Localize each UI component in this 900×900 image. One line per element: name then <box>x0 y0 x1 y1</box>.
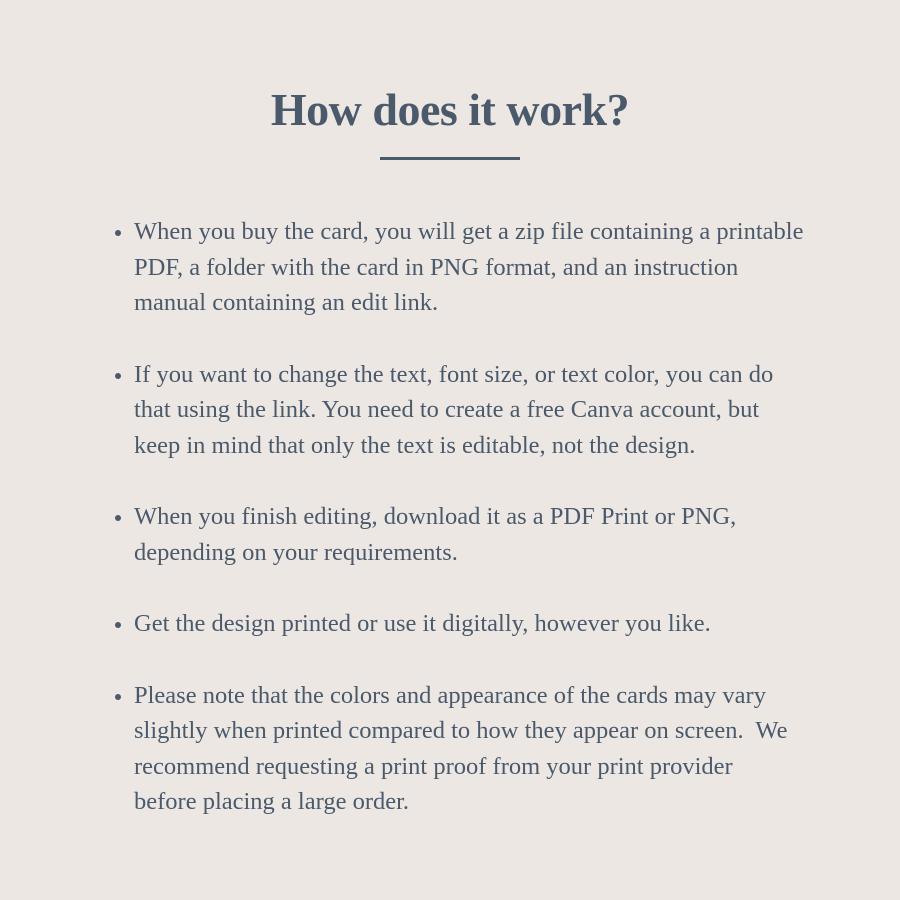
step-item <box>112 214 812 321</box>
step-text-line: manual containing an edit link. <box>134 289 439 316</box>
title-divider <box>380 157 520 160</box>
step-text-line: When you finish editing, download it as a PDF Print or PNG, <box>134 503 737 530</box>
bullet-icon <box>115 694 121 700</box>
step-text-line: recommend requesting a print proof from your print provider <box>134 752 733 780</box>
step-text-line: If you want to change the text, font size, or text color, you can do <box>134 360 774 388</box>
step-text-line: slightly when printed compared to how they appear on screen. We <box>134 717 788 744</box>
step-text-line: When you buy the card, you will get a zip file containing a printable <box>134 218 804 245</box>
step-item <box>112 357 812 464</box>
bullet-icon <box>115 622 121 628</box>
step-text-line: before placing a large order. <box>134 788 410 815</box>
step-item <box>112 606 812 642</box>
step-text-line: Get the design printed or use it digitally, however you like. <box>134 610 711 637</box>
bullet-icon <box>115 515 121 521</box>
step-text-line: keep in mind that only the text is editable, not the design. <box>134 431 696 459</box>
step-text-line: PDF, a folder with the card in PNG format, and an instruction <box>134 253 739 281</box>
page-title: How does it work? <box>270 84 630 135</box>
step-text-line: depending on your requirements. <box>134 538 458 566</box>
bullet-icon <box>115 230 121 236</box>
step-text-line: Please note that the colors and appearance of the cards may vary <box>134 681 766 709</box>
step-text-line: that using the link. You need to create a free Canva account, but <box>134 396 760 423</box>
steps-list <box>112 214 812 820</box>
step-item <box>112 499 812 570</box>
bullet-icon <box>115 373 121 379</box>
step-item <box>112 678 812 820</box>
